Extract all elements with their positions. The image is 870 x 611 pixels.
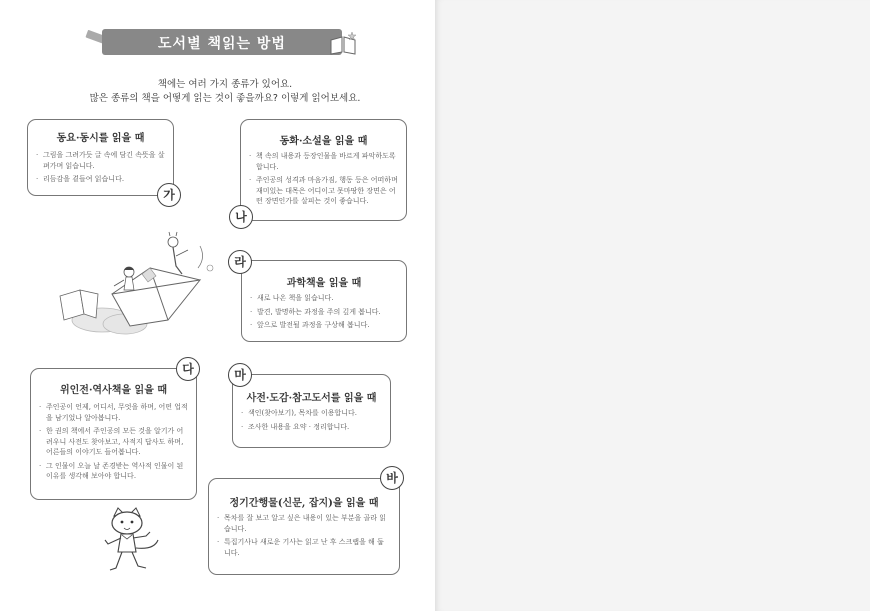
section-ga-box (27, 119, 174, 196)
list-item: · 새로 나온 책을 읽습니다. (250, 293, 400, 304)
list-item: · 주인공이 언제, 어디서, 무엇을 하며, 어떤 업적을 남기었나 알아봅니다. (39, 402, 189, 423)
list-item: · 리듬감을 곁들여 읽습니다. (36, 174, 166, 185)
badge-ra: 라 (228, 250, 252, 274)
open-book-icon (328, 30, 358, 56)
list-item: · 주인공의 성격과 마음가짐, 행동 등은 어떠하며 재미있는 대목은 어디이고 못마땅한 장면은 어떤 장면인가를 살피는 것이 좋습니다. (249, 175, 399, 207)
cat-illustration (100, 506, 164, 574)
list-item: · 책 속의 내용과 등장인물을 바르게 파악하도록 합니다. (249, 151, 399, 172)
badge-ga: 가 (157, 183, 181, 207)
section-ma-title: 사전·도감·참고도서를 읽을 때 (246, 393, 377, 404)
badge-ma: 마 (228, 363, 252, 387)
list-item: · 목차를 잘 보고 알고 싶은 내용이 있는 부분을 골라 읽습니다. (217, 513, 389, 534)
intro-line-2: 많은 종류의 책을 어떻게 읽는 것이 좋을까요? 이렇게 읽어보세요. (89, 93, 361, 104)
section-ra-box (241, 260, 407, 342)
paper-boat-illustration (50, 228, 220, 340)
section-ma-box (232, 374, 391, 448)
list-item: · 조사한 내용을 요약 · 정리합니다. (241, 422, 383, 433)
list-item: · 그 인물이 오늘 날 존경받는 역사적 인물이 된 이유를 생각해 보아야 합니다. (39, 461, 189, 482)
intro-line-1: 책에는 여러 가지 종류가 있어요. (157, 79, 293, 90)
section-da-title: 위인전·역사책을 읽을 때 (59, 385, 168, 396)
section-da-list (39, 402, 189, 485)
section-ra-list (250, 293, 400, 334)
section-ga-list (36, 150, 166, 188)
list-item: · 특집기사나 새로운 기사는 읽고 난 후 스크랩을 해 둡니다. (217, 537, 389, 558)
list-item: · 색인(찾아보기), 목차를 이용합니다. (241, 408, 383, 419)
section-na-list (249, 151, 399, 210)
badge-ba: 바 (380, 466, 404, 490)
section-ba-list (217, 513, 389, 561)
title-banner (102, 29, 342, 55)
list-item: · 그림을 그려가듯 글 속에 담긴 속뜻을 살펴가며 읽습니다. (36, 150, 166, 171)
section-ba-title: 정기간행물(신문, 잡지)을 읽을 때 (229, 498, 379, 509)
section-ga-title: 동요·동시를 읽을 때 (56, 133, 145, 144)
list-item: · 한 권의 책에서 주인공의 모든 것을 알기가 어려우니 사전도 찾아보고, 사적지 답사도 하며, 어른들의 이야기도 들어봅니다. (39, 426, 189, 458)
badge-da: 다 (176, 357, 200, 381)
section-na-title: 동화·소설을 읽을 때 (279, 136, 368, 147)
badge-na: 나 (229, 205, 253, 229)
list-item: · 발견, 발명하는 과정을 주의 깊게 봅니다. (250, 307, 400, 318)
section-ba-box (208, 478, 400, 575)
section-ra-title: 과학책을 읽을 때 (286, 278, 362, 289)
section-da-box (30, 368, 197, 500)
right-page (435, 0, 870, 611)
list-item: · 앞으로 발전될 과정을 구상해 봅니다. (250, 320, 400, 331)
section-na-box (240, 119, 407, 221)
page-title: 도서별 책읽는 방법 (158, 36, 286, 52)
section-ma-list (241, 408, 383, 435)
